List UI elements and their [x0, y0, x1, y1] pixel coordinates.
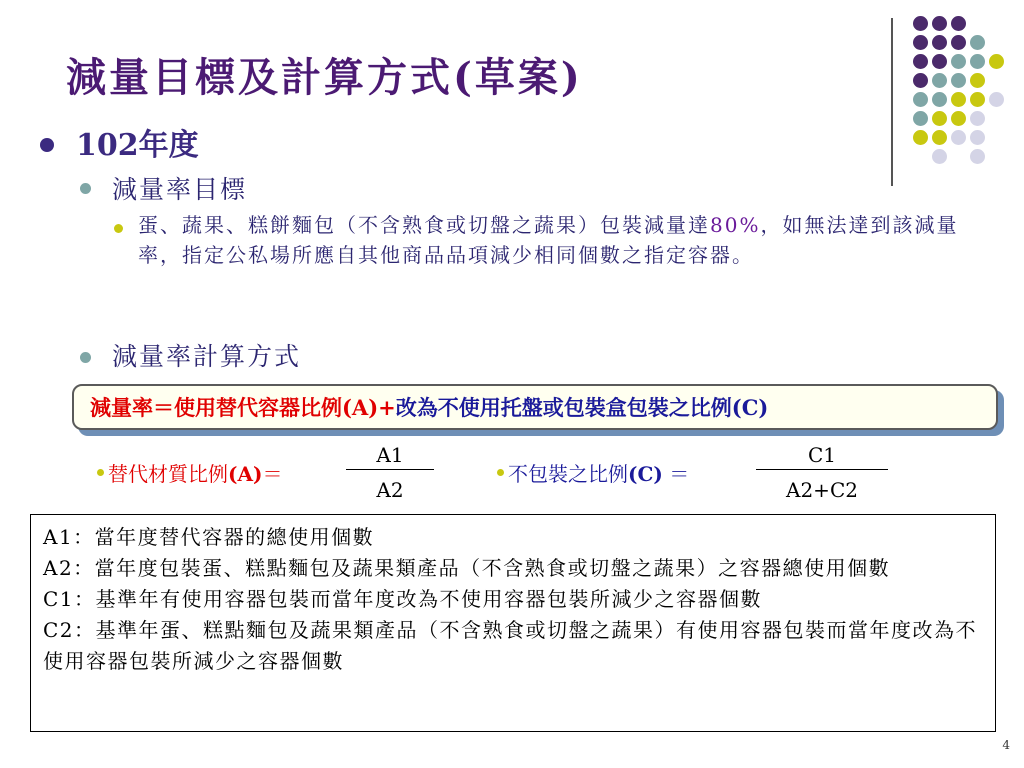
ratio-a-fraction-line — [346, 469, 434, 470]
decor-dot — [989, 92, 1004, 107]
section-heading-calculation: 減量率計算方式 — [112, 342, 302, 371]
decor-dot — [951, 73, 966, 88]
bullet-icon — [114, 224, 123, 233]
decor-dot — [913, 92, 928, 107]
bullet-icon — [497, 469, 504, 476]
ratio-a-label — [108, 458, 282, 487]
ratio-c-equals: ＝ — [669, 462, 690, 486]
ratio-a-numerator: A1 — [376, 443, 404, 467]
bullet-icon — [97, 469, 104, 476]
decor-dot — [970, 111, 985, 126]
decor-dot — [913, 130, 928, 145]
ratio-c-numerator: C1 — [807, 443, 837, 467]
ratio-c-denominator: A2+C2 — [786, 478, 858, 502]
decor-dot — [951, 92, 966, 107]
decor-dot — [951, 111, 966, 126]
decor-dot — [951, 16, 966, 31]
formula-part-red: 減量率＝使用替代容器比例(A)+ — [90, 395, 396, 420]
decor-dot — [970, 130, 985, 145]
decor-dot — [932, 149, 947, 164]
ratio-c-symbol: (C) — [628, 462, 663, 486]
ratio-c-name: 不包裝之比例 — [508, 462, 628, 486]
section-heading-target: 減量率目標 — [112, 175, 248, 204]
decor-dot — [951, 54, 966, 69]
decor-dot — [951, 35, 966, 50]
decor-dot — [970, 73, 985, 88]
definition-c2: C2：基準年蛋、糕點麵包及蔬果類產品（不含熟食或切盤之蔬果）有使用容器包裝而當年度改為不使用容器包裝所減少之容器個數 — [43, 618, 978, 673]
decor-dot — [913, 35, 928, 50]
ratio-a-symbol: (A) — [228, 462, 263, 486]
formula-part-blue: 改為不使用托盤或包裝盒包裝之比例(C) — [395, 395, 769, 420]
year-heading: 102年度 — [76, 128, 199, 163]
decor-dot — [913, 54, 928, 69]
decor-dot — [913, 111, 928, 126]
decor-dot — [932, 130, 947, 145]
decor-dot — [913, 73, 928, 88]
decor-dot — [970, 54, 985, 69]
decorative-divider — [891, 18, 893, 186]
decor-dot — [970, 35, 985, 50]
decor-dot — [970, 149, 985, 164]
ratio-c-fraction-line — [756, 469, 888, 470]
target-description — [138, 210, 978, 270]
decor-dot — [932, 73, 947, 88]
slide-title: 減量目標及計算方式(草案) — [66, 54, 583, 101]
decor-dot — [970, 92, 985, 107]
target-text-after: ，如無法達到該減量率，指定公私場所應自其他商品品項減少相同個數之指定容器。 — [138, 213, 959, 267]
ratio-a-denominator: A2 — [376, 478, 404, 502]
decor-dot — [989, 54, 1004, 69]
definition-a1: A1：當年度替代容器的總使用個數 — [43, 525, 375, 549]
decor-dot — [951, 130, 966, 145]
formula-box — [72, 384, 998, 430]
definitions-box — [30, 514, 996, 732]
bullet-icon — [80, 352, 91, 363]
decor-dot — [932, 111, 947, 126]
definition-c1: C1：基準年有使用容器包裝而當年度改為不使用容器包裝所減少之容器個數 — [43, 587, 763, 611]
target-text-before: 蛋、蔬果、糕餅麵包（不含熟食或切盤之蔬果）包裝減量達 — [138, 213, 710, 237]
bullet-icon — [80, 183, 91, 194]
definition-a2: A2：當年度包裝蛋、糕點麵包及蔬果類產品（不含熟食或切盤之蔬果）之容器總使用個數 — [43, 556, 891, 580]
decor-dot — [932, 92, 947, 107]
ratio-a-equals: ＝ — [262, 462, 283, 486]
decor-dot — [913, 16, 928, 31]
ratio-a-name: 替代材質比例 — [108, 462, 228, 486]
target-percentage: 80% — [710, 213, 761, 237]
bullet-icon — [40, 138, 54, 152]
decor-dot — [932, 35, 947, 50]
decor-dot — [932, 16, 947, 31]
ratio-c-label — [508, 458, 689, 487]
decor-dot — [932, 54, 947, 69]
page-number: 4 — [1002, 738, 1010, 752]
